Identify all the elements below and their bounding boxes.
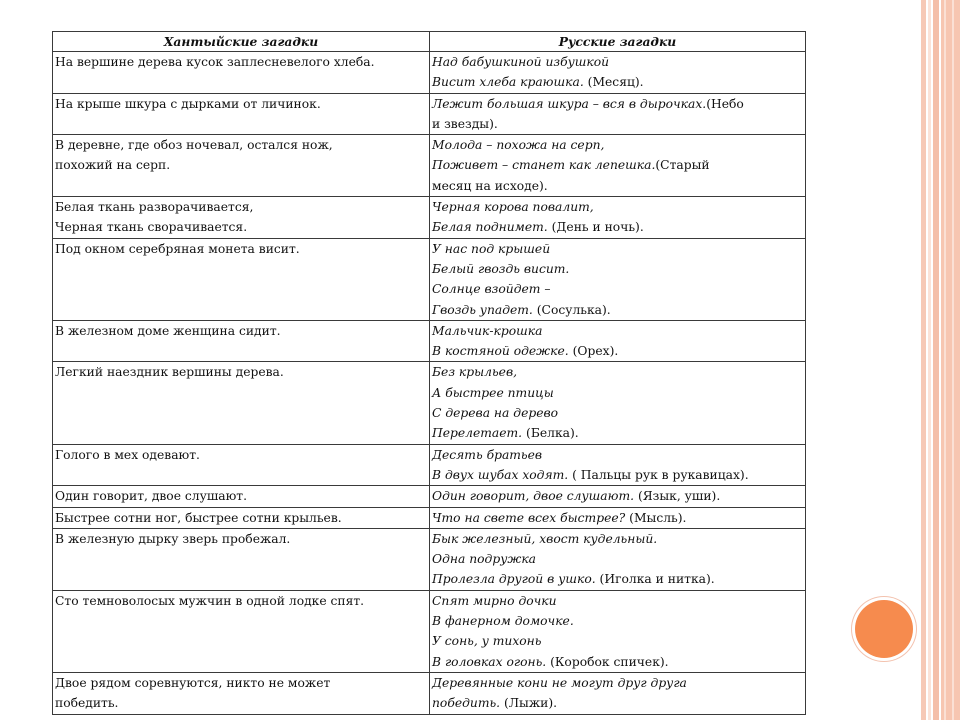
russian-riddle-line — [432, 549, 803, 569]
russian-riddle-line — [432, 259, 803, 279]
table-row — [53, 93, 806, 135]
khanty-riddle-cell — [53, 362, 430, 444]
riddle-text: С дерева на дерево — [432, 406, 559, 421]
khanty-riddle-line: Быстрее сотни ног, быстрее сотни крыльев. — [55, 510, 342, 525]
riddle-answer: (Сосулька). — [532, 302, 611, 317]
riddle-text: Что на свете всех быстрее? — [432, 510, 626, 525]
riddle-text: Черная корова повалит, — [432, 200, 594, 215]
khanty-riddle-line: Белая ткань разворачивается, — [55, 200, 254, 215]
russian-riddle-cell — [430, 590, 806, 672]
russian-riddle-line — [432, 569, 803, 589]
russian-riddle-cell — [430, 528, 806, 590]
decor-stripe — [944, 0, 946, 720]
riddle-text: В головках огонь. — [432, 654, 547, 669]
khanty-riddle-line: победить. — [55, 696, 119, 711]
riddle-text: В двух шубах ходят. — [432, 467, 569, 482]
riddle-answer: (Иголка и нитка). — [595, 572, 715, 587]
riddle-text: Лежит большая шкура – вся в дырочках. — [432, 96, 707, 111]
table-body — [53, 52, 806, 715]
khanty-riddle-cell — [53, 52, 430, 94]
riddle-answer: (Месяц). — [583, 75, 644, 90]
russian-riddle-line — [432, 611, 803, 631]
khanty-riddle-line: В железном доме женщина сидит. — [55, 323, 281, 338]
riddle-answer: (Орех). — [568, 344, 619, 359]
khanty-riddle-line: Голого в мех одевают. — [55, 447, 200, 462]
russian-riddle-line — [432, 383, 803, 403]
khanty-riddle-line: Черная ткань сворачивается. — [55, 220, 248, 235]
table-row — [53, 507, 806, 528]
russian-riddle-line — [432, 155, 803, 175]
khanty-riddle-cell — [53, 238, 430, 320]
riddle-answer: (Язык, уши). — [634, 489, 721, 504]
russian-riddle-line — [432, 631, 803, 651]
khanty-riddle-cell — [53, 507, 430, 528]
russian-riddle-line — [432, 591, 803, 611]
russian-riddle-line — [432, 486, 803, 506]
khanty-riddle-cell — [53, 197, 430, 239]
khanty-riddle-cell — [53, 528, 430, 590]
khanty-riddle-line: Легкий наездник вершины дерева. — [55, 365, 284, 380]
riddle-text: Молода – похожа на серп, — [432, 138, 605, 153]
khanty-riddle-line: Под окном серебряная монета висит. — [55, 241, 300, 256]
khanty-riddle-line: На крыше шкура с дырками от личинок. — [55, 96, 321, 111]
russian-riddle-line — [432, 52, 803, 72]
russian-riddle-line — [432, 176, 803, 196]
khanty-riddle-line: Один говорит, двое слушают. — [55, 489, 248, 504]
riddle-text: В фанерном домочке. — [432, 614, 574, 629]
russian-riddle-line — [432, 197, 803, 217]
russian-riddle-cell — [430, 486, 806, 507]
riddle-text: У сонь, у тихонь — [432, 634, 542, 649]
table-row — [53, 444, 806, 486]
header-russian: Русские загадки — [430, 32, 806, 52]
riddles-table — [52, 31, 806, 715]
riddle-text: В костяной одежке. — [432, 344, 569, 359]
russian-riddle-line — [432, 652, 803, 672]
riddle-text: Перелетает. — [432, 426, 523, 441]
russian-riddle-cell — [430, 52, 806, 94]
riddle-answer: (Старый — [655, 158, 710, 173]
khanty-riddle-cell — [53, 444, 430, 486]
russian-riddle-cell — [430, 197, 806, 239]
khanty-riddle-line: В деревне, где обоз ночевал, остался нож, — [55, 138, 333, 153]
khanty-riddle-line: На вершине дерева кусок заплесневелого хлеба. — [55, 55, 375, 69]
riddle-answer: (День и ночь). — [547, 220, 644, 235]
russian-riddle-line — [432, 114, 803, 134]
riddle-text: Белая поднимет. — [432, 220, 548, 235]
khanty-riddle-cell — [53, 672, 430, 714]
riddle-text: Без крыльев, — [432, 365, 518, 380]
russian-riddle-line — [432, 300, 803, 320]
riddle-text: А быстрее птицы — [432, 385, 554, 400]
table-row — [53, 528, 806, 590]
russian-riddle-line — [432, 465, 803, 485]
table-row — [53, 320, 806, 362]
riddle-text: Над бабушкиной избушкой — [432, 55, 610, 69]
khanty-riddle-cell — [53, 320, 430, 362]
table-row — [53, 197, 806, 239]
russian-riddle-cell — [430, 320, 806, 362]
riddle-text: Поживет – станет как лепешка. — [432, 158, 656, 173]
table-row — [53, 590, 806, 672]
riddle-answer: ( Пальцы рук в рукавицах). — [568, 467, 749, 482]
khanty-riddle-line: Сто темноволосых мужчин в одной лодке спят. — [55, 593, 365, 608]
khanty-riddle-line: В железную дырку зверь пробежал. — [55, 531, 291, 546]
riddle-text: Белый гвоздь висит. — [432, 261, 570, 276]
khanty-riddle-line: похожий на серп. — [55, 158, 171, 173]
russian-riddle-line — [432, 135, 803, 155]
riddle-text: победить. — [432, 696, 501, 711]
russian-riddle-line — [432, 321, 803, 341]
khanty-riddle-cell — [53, 486, 430, 507]
decor-stripe — [928, 0, 931, 720]
riddle-answer: (Коробок спичек). — [546, 654, 669, 669]
decor-stripe — [952, 0, 954, 720]
russian-riddle-cell — [430, 672, 806, 714]
khanty-riddle-cell — [53, 93, 430, 135]
decor-stripe — [921, 0, 926, 720]
russian-riddle-cell — [430, 93, 806, 135]
russian-riddle-line — [432, 217, 803, 237]
table-row — [53, 238, 806, 320]
khanty-riddle-cell — [53, 590, 430, 672]
table-row — [53, 52, 806, 94]
russian-riddle-line — [432, 239, 803, 259]
riddle-text: Висит хлеба краюшка. — [432, 75, 584, 90]
riddle-answer: (Небо — [706, 96, 744, 111]
riddle-text: Гвоздь упадет. — [432, 302, 533, 317]
russian-riddle-line — [432, 693, 803, 713]
russian-riddle-line — [432, 94, 803, 114]
riddle-answer: (Мысль). — [625, 510, 687, 525]
riddle-text: Солнце взойдет – — [432, 282, 551, 297]
decor-stripe — [933, 0, 939, 720]
russian-riddle-line — [432, 279, 803, 299]
riddle-text: У нас под крышей — [432, 241, 551, 256]
russian-riddle-line — [432, 529, 803, 549]
riddle-answer: (Лыжи). — [500, 696, 558, 711]
russian-riddle-cell — [430, 238, 806, 320]
russian-riddle-line — [432, 508, 803, 528]
riddle-text: Один говорит, двое слушают. — [432, 489, 635, 504]
riddle-text: Спят мирно дочки — [432, 593, 557, 608]
riddle-text: Бык железный, хвост кудельный. — [432, 531, 658, 546]
header-khanty: Хантыйские загадки — [53, 32, 430, 52]
riddle-text: Пролезла другой в ушко. — [432, 572, 596, 587]
table-row — [53, 135, 806, 197]
table-header-row — [53, 32, 806, 52]
riddle-text: Десять братьев — [432, 447, 543, 462]
russian-riddle-line — [432, 445, 803, 465]
russian-riddle-line — [432, 423, 803, 443]
riddle-text: Одна подружка — [432, 552, 536, 567]
russian-riddle-line — [432, 72, 803, 92]
riddles-table-container — [52, 31, 806, 715]
russian-riddle-line — [432, 362, 803, 382]
table-row — [53, 486, 806, 507]
russian-riddle-cell — [430, 444, 806, 486]
riddle-text: Деревянные кони не могут друг друга — [432, 675, 687, 690]
table-row — [53, 672, 806, 714]
riddle-answer: (Белка). — [522, 426, 579, 441]
riddle-answer: месяц на исходе). — [432, 178, 548, 193]
decor-circle — [855, 600, 913, 658]
riddle-text: Мальчик-крошка — [432, 323, 543, 338]
russian-riddle-cell — [430, 362, 806, 444]
table-row — [53, 362, 806, 444]
russian-riddle-line — [432, 341, 803, 361]
russian-riddle-line — [432, 673, 803, 693]
russian-riddle-cell — [430, 135, 806, 197]
russian-riddle-cell — [430, 507, 806, 528]
riddle-answer: и звезды). — [432, 116, 498, 131]
russian-riddle-line — [432, 403, 803, 423]
khanty-riddle-cell — [53, 135, 430, 197]
khanty-riddle-line: Двое рядом соревнуются, никто не может — [55, 675, 331, 690]
